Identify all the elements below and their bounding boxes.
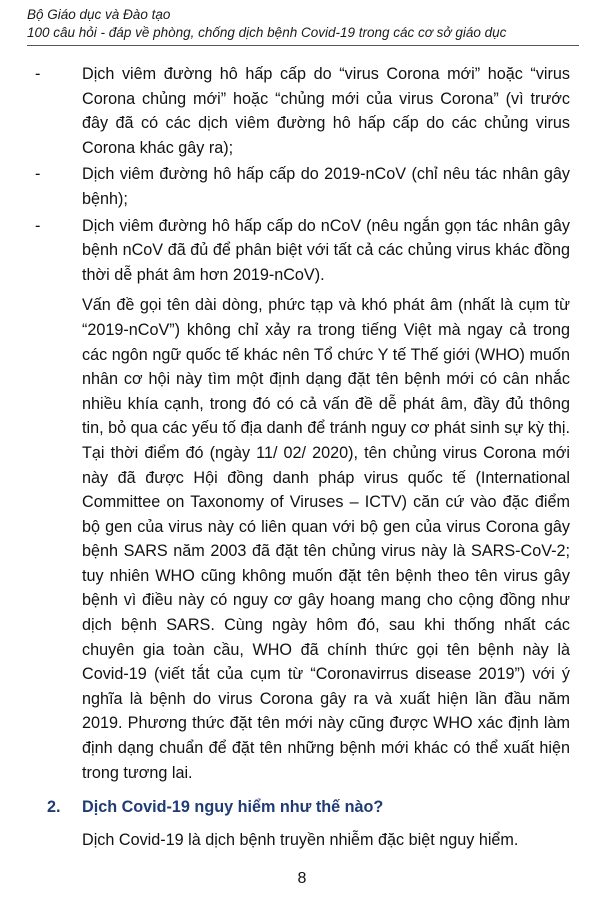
bullet-item	[30, 162, 570, 211]
page-body	[30, 62, 570, 852]
section-paragraph: Dịch Covid-19 là dịch bệnh truyền nhiễm đặc biệt nguy hiểm.	[82, 830, 519, 849]
bullet-dash: -	[35, 65, 41, 83]
bullet-item	[30, 62, 570, 160]
section-title: Dịch Covid-19 nguy hiểm như thế nào?	[82, 798, 384, 817]
bullet-text: Dịch viêm đường hô hấp cấp do “virus Corona mới” hoặc “virus Corona chủng mới” hoặc “chủng mới của virus Corona” (vì trước đây đã có các dịch viêm đường hô hấp cấp do các chủng virus Corona khác gây ra);	[82, 65, 570, 157]
bullet-text: Dịch viêm đường hô hấp cấp do 2019-nCoV (chỉ nêu tác nhân gây bệnh);	[82, 165, 570, 208]
page-number: 8	[297, 870, 307, 887]
bullet-dash: -	[35, 165, 41, 184]
page-header	[27, 6, 587, 42]
bullet-item	[30, 214, 570, 288]
body-paragraph: Vấn đề gọi tên dài dòng, phức tạp và khó phát âm (nhất là cụm từ “2019-nCoV”) không chỉ xảy ra trong tiếng Việt mà ngay cả trong các ngôn ngữ quốc tế khác nên Tổ chức Y tế Thế giới (WHO) muốn nhân cơ hội này tìm một định dạng đặt tên bệnh mới có cân nhắc nhiều khía cạnh, trong đó có cả vấn đề dễ phát âm, đầy đủ thông tin, bỏ qua các yếu tố địa danh để tránh nguy cơ phát sinh sự kỳ thị. Tại thời điểm đó (ngày 11/ 02/ 2020), tên chủng virus Corona mới này đã được Hội đồng danh pháp virus quốc tế (International Committee on Taxonomy of Viruses – ICTV) căn cứ vào đặc điểm bộ gen của virus này có liên quan với bộ gen của virus Corona gây bệnh SARS năm 2003 đã đặt tên chủng virus này là SARS-CoV-2; tuy nhiên WHO cũng không muốn đặt tên bệnh theo tên virus gây bệnh vì điều này có nguy cơ gây hoang mang cho cộng đồng như dịch bệnh SARS. Cùng ngày hôm đó, sau khi thống nhất các chuyên gia toàn cầu, WHO đã chính thức gọi tên bệnh này là Covid-19 (viết tắt của cụm từ “Coronavirrus disease 2019”) với ý nghĩa là bệnh do virus Corona gây ra và xuất hiện lần đầu năm 2019. Phương thức đặt tên mới này cũng được WHO xác định làm định dạng chuẩn để đặt tên những bệnh mới khác có thể xuất hiện trong tương lai.	[82, 296, 570, 782]
section-number: 2.	[47, 798, 61, 817]
section-heading	[30, 795, 570, 820]
header-document-title: 100 câu hỏi - đáp về phòng, chống dịch bệnh Covid-19 trong các cơ sở giáo dục	[27, 25, 507, 40]
bullet-dash: -	[35, 216, 41, 235]
header-organization: Bộ Giáo dục và Đào tạo	[27, 7, 171, 22]
header-divider	[27, 45, 579, 46]
bullet-text: Dịch viêm đường hô hấp cấp do nCoV (nêu ngắn gọn tác nhân gây bệnh nCoV đã đủ để phân biệt với tất cả các chủng virus khác đồng thời dễ phát âm hơn 2019-nCoV).	[82, 216, 570, 284]
